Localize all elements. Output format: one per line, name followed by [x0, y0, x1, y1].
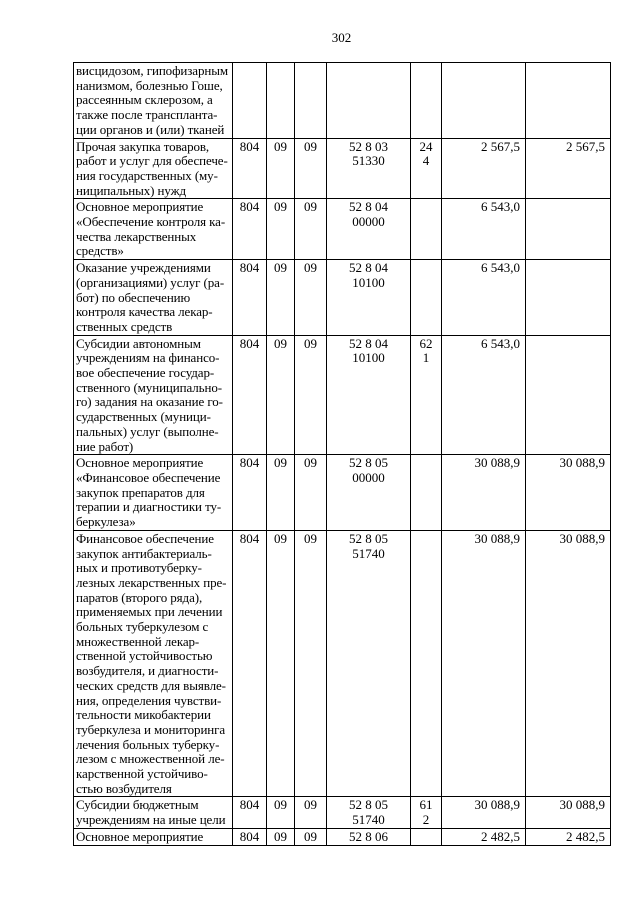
subsection-code: 09	[295, 260, 327, 336]
row-name: Субсидии автономным учреждениям на финансо- вое обеспечение государ- ственного (муниципально- го) задания на оказание го- сударственных (муници- пальных) услуг (выполне- ние работ)	[74, 335, 233, 455]
amount-first: 30 088,9	[442, 455, 526, 531]
table-row	[74, 63, 611, 139]
amount-first: 6 543,0	[442, 260, 526, 336]
expense-type-code	[411, 63, 442, 139]
row-name: Субсидии бюджетным учреждениям на иные цели	[74, 797, 233, 828]
ministry-code	[233, 63, 267, 139]
section-code: 09	[267, 138, 295, 199]
amount-second: 30 088,9	[526, 797, 611, 828]
amount-second: 2 567,5	[526, 138, 611, 199]
expense-type-code: 24 4	[411, 138, 442, 199]
amount-first: 6 543,0	[442, 335, 526, 455]
target-article-code: 52 8 05 51740	[327, 530, 411, 797]
table-row	[74, 455, 611, 531]
amount-first: 30 088,9	[442, 530, 526, 797]
ministry-code: 804	[233, 797, 267, 828]
subsection-code: 09	[295, 138, 327, 199]
expense-type-code	[411, 828, 442, 845]
amount-first	[442, 63, 526, 139]
ministry-code: 804	[233, 260, 267, 336]
row-name: Оказание учреждениями (организациями) услуг (ра- бот) по обеспечению контроля качества лекар- ственных средств	[74, 260, 233, 336]
section-code: 09	[267, 455, 295, 531]
target-article-code: 52 8 04 10100	[327, 335, 411, 455]
target-article-code: 52 8 05 00000	[327, 455, 411, 531]
expense-type-code	[411, 199, 442, 260]
section-code: 09	[267, 797, 295, 828]
expense-type-code	[411, 455, 442, 531]
subsection-code: 09	[295, 335, 327, 455]
amount-second: 30 088,9	[526, 455, 611, 531]
target-article-code: 52 8 06	[327, 828, 411, 845]
target-article-code: 52 8 04 00000	[327, 199, 411, 260]
section-code: 09	[267, 335, 295, 455]
target-article-code: 52 8 05 51740	[327, 797, 411, 828]
subsection-code: 09	[295, 455, 327, 531]
table-row	[74, 260, 611, 336]
ministry-code: 804	[233, 335, 267, 455]
amount-second	[526, 199, 611, 260]
table-row	[74, 335, 611, 455]
table-row	[74, 199, 611, 260]
target-article-code: 52 8 03 51330	[327, 138, 411, 199]
table-row	[74, 530, 611, 797]
table-row	[74, 138, 611, 199]
row-name: Основное мероприятие «Обеспечение контроля ка- чества лекарственных средств»	[74, 199, 233, 260]
budget-table	[73, 62, 611, 846]
table-row	[74, 828, 611, 845]
expense-type-code: 61 2	[411, 797, 442, 828]
table-row	[74, 797, 611, 828]
subsection-code: 09	[295, 797, 327, 828]
section-code	[267, 63, 295, 139]
amount-second	[526, 335, 611, 455]
ministry-code: 804	[233, 199, 267, 260]
amount-second: 2 482,5	[526, 828, 611, 845]
target-article-code: 52 8 04 10100	[327, 260, 411, 336]
row-name: Основное мероприятие «Финансовое обеспечение закупок препаратов для терапии и диагностики ту- беркулеза»	[74, 455, 233, 531]
expense-type-code: 62 1	[411, 335, 442, 455]
expense-type-code	[411, 530, 442, 797]
subsection-code	[295, 63, 327, 139]
page-number: 302	[331, 30, 352, 45]
amount-first: 2 567,5	[442, 138, 526, 199]
amount-second: 30 088,9	[526, 530, 611, 797]
amount-second	[526, 260, 611, 336]
amount-second	[526, 63, 611, 139]
section-code: 09	[267, 530, 295, 797]
ministry-code: 804	[233, 828, 267, 845]
section-code: 09	[267, 199, 295, 260]
expense-type-code	[411, 260, 442, 336]
row-name: висцидозом, гипофизарным нанизмом, болезнью Гоше, рассеянным склерозом, а также после транспланта- ции органов и (или) тканей	[74, 63, 233, 139]
target-article-code	[327, 63, 411, 139]
row-name: Основное мероприятие	[74, 828, 233, 845]
amount-first: 2 482,5	[442, 828, 526, 845]
section-code: 09	[267, 260, 295, 336]
subsection-code: 09	[295, 828, 327, 845]
row-name: Финансовое обеспечение закупок антибактериаль- ных и противотуберку- лезных лекарственных пре- паратов (второго ряда), применяемых при лечении больных туберкулезом с множественной лекар- ственной устойчивостью возбудителя, и диагности- ческих средств для выявле- ния, определения чувстви- тельности микобактерии туберкулеза и мониторинга лечения больных туберку- лезом с множественной ле- карственной устойчиво- стью возбудителя	[74, 530, 233, 797]
amount-first: 6 543,0	[442, 199, 526, 260]
subsection-code: 09	[295, 199, 327, 260]
row-name: Прочая закупка товаров, работ и услуг для обеспече- ния государственных (му- ниципальных) нужд	[74, 138, 233, 199]
ministry-code: 804	[233, 455, 267, 531]
ministry-code: 804	[233, 138, 267, 199]
amount-first: 30 088,9	[442, 797, 526, 828]
section-code: 09	[267, 828, 295, 845]
ministry-code: 804	[233, 530, 267, 797]
subsection-code: 09	[295, 530, 327, 797]
